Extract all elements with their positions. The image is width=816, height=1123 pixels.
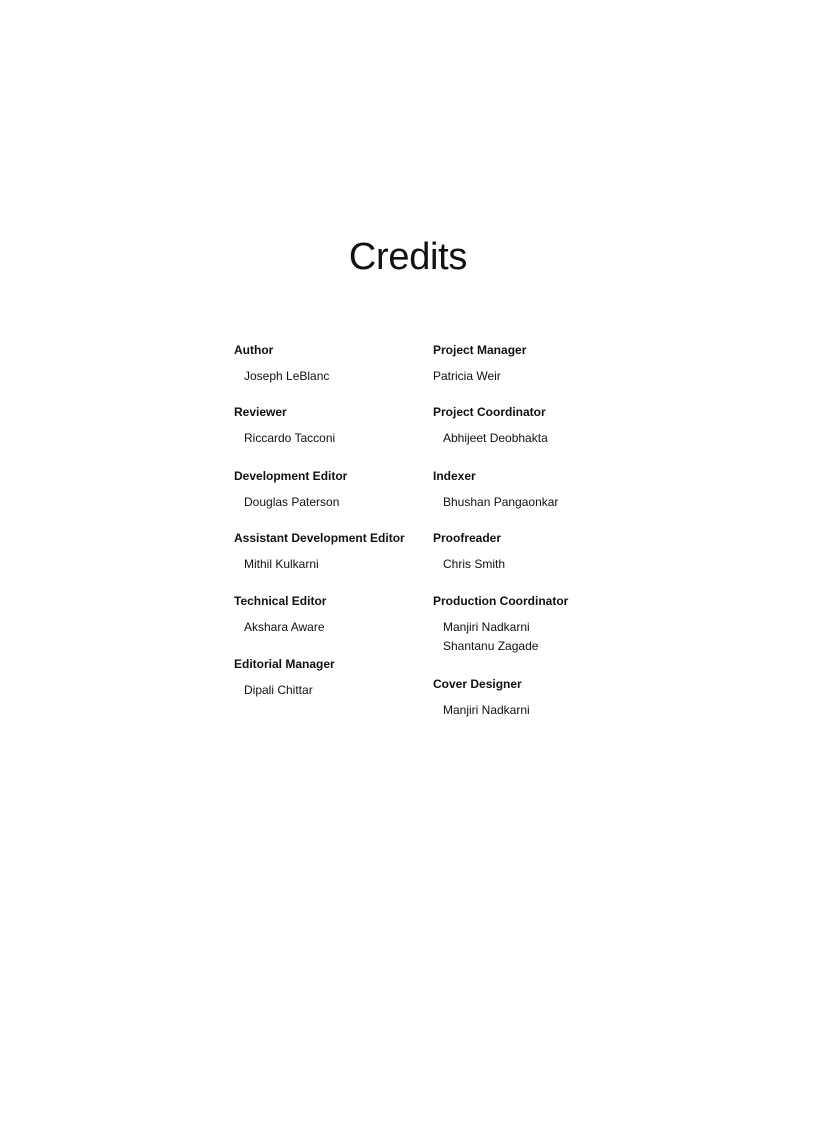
credit-names (234, 429, 335, 448)
credit-name: Abhijeet Deobhakta (443, 431, 548, 445)
credit-role: Proofreader (433, 531, 502, 545)
credit-name: Douglas Paterson (244, 495, 340, 509)
credit-role: Assistant Development Editor (234, 531, 405, 545)
credit-name: Akshara Aware (244, 620, 325, 634)
credit-name: Riccardo Tacconi (244, 431, 336, 445)
credit-entry-project-manager (433, 343, 526, 386)
credit-entry-assistant-development-editor (234, 531, 405, 574)
credit-names (234, 493, 347, 512)
credit-names (234, 681, 335, 700)
credit-role: Cover Designer (433, 677, 522, 691)
credit-names (433, 493, 558, 512)
credit-role: Project Coordinator (433, 405, 546, 419)
credit-entry-proofreader (433, 531, 505, 574)
credit-name: Manjiri Nadkarni (443, 703, 530, 717)
credit-role: Author (234, 343, 274, 357)
credit-role: Editorial Manager (234, 657, 335, 671)
credit-entry-editorial-manager (234, 657, 335, 700)
credit-name: Patricia Weir (433, 369, 501, 383)
credit-name: Joseph LeBlanc (244, 369, 330, 383)
credit-role: Reviewer (234, 405, 287, 419)
credit-name: Dipali Chittar (244, 683, 313, 697)
credit-name: Bhushan Pangaonkar (443, 495, 559, 509)
credit-entry-project-coordinator (433, 405, 548, 448)
credit-entry-production-coordinator (433, 594, 568, 656)
credit-role: Development Editor (234, 469, 348, 483)
credit-names (433, 429, 548, 448)
credit-names (433, 618, 568, 656)
credit-names (433, 555, 505, 574)
credits-panel (226, 333, 590, 751)
credit-entry-technical-editor (234, 594, 326, 637)
credit-entry-cover-designer (433, 677, 530, 720)
credit-entry-indexer (433, 469, 558, 512)
credit-name: Chris Smith (443, 557, 506, 571)
credit-names (433, 367, 526, 386)
credit-entry-development-editor (234, 469, 347, 512)
credit-name: Mithil Kulkarni (244, 557, 319, 571)
credit-role: Project Manager (433, 343, 527, 357)
credit-entry-author (234, 343, 329, 386)
credit-role: Technical Editor (234, 594, 327, 608)
credit-names (234, 555, 405, 574)
credit-names (234, 367, 329, 386)
credit-role: Production Coordinator (433, 594, 569, 608)
credit-name: Shantanu Zagade (443, 639, 539, 653)
page-title: Credits (348, 236, 468, 278)
credit-entry-reviewer (234, 405, 335, 448)
credit-name: Manjiri Nadkarni (443, 620, 530, 634)
credit-names (234, 618, 326, 637)
credit-names (433, 701, 530, 720)
credit-role: Indexer (433, 469, 476, 483)
